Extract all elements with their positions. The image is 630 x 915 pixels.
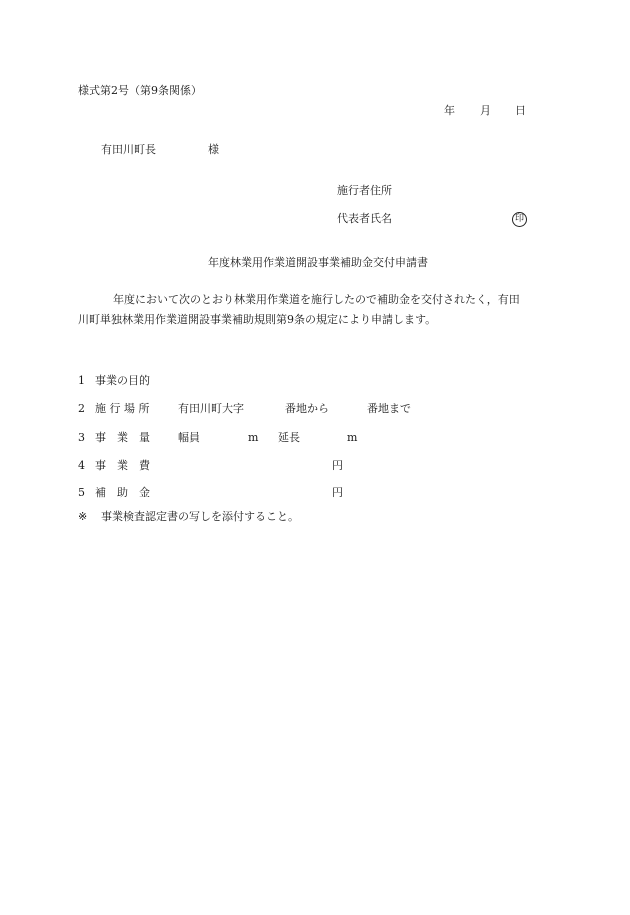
item-4-number: 4	[78, 459, 85, 472]
item-2-from: 番地から	[285, 402, 329, 415]
item-5-number: 5	[78, 486, 85, 499]
item-3-width-label: 幅員	[178, 431, 200, 444]
addressee-honorific: 様	[208, 143, 219, 156]
date-day: 日	[515, 104, 526, 117]
item-1-number: 1	[78, 374, 85, 387]
applicant-name-label: 代表者氏名	[337, 212, 392, 225]
item-2-place: 有田川町大字	[178, 402, 244, 415]
body-line-1: 年度において次のとおり林業用作業道を施行したので補助金を交付されたく，有田	[113, 293, 520, 306]
date-month: 月	[480, 104, 491, 117]
addressee-name: 有田川町長	[101, 143, 156, 156]
item-3-label: 事 業 量	[95, 431, 150, 444]
item-3-length-label: 延長	[278, 431, 300, 444]
document-title: 年度林業用作業道開設事業補助金交付申請書	[208, 256, 428, 269]
applicant-address-label: 施行者住所	[337, 184, 392, 197]
item-4-unit: 円	[332, 459, 343, 472]
item-3-number: 3	[78, 431, 85, 444]
seal-mark: 印	[512, 212, 527, 227]
item-2-to: 番地まで	[367, 402, 411, 415]
item-5-unit: 円	[332, 486, 343, 499]
note-text: 事業検査認定書の写しを添付すること。	[101, 510, 299, 523]
item-3-unit-1: m	[248, 431, 259, 444]
item-4-label: 事 業 費	[95, 459, 150, 472]
item-2-number: 2	[78, 402, 85, 415]
note-mark: ※	[78, 510, 88, 523]
item-1-label: 事業の目的	[95, 374, 150, 387]
body-line-2: 川町単独林業用作業道開設事業補助規則第9条の規定により申請します。	[78, 313, 437, 326]
seal-icon	[512, 211, 527, 227]
item-2-label: 施 行 場 所	[95, 402, 150, 415]
item-3-unit-2: m	[347, 431, 358, 444]
date-year: 年	[444, 104, 455, 117]
form-label: 様式第2号（第9条関係）	[78, 84, 202, 97]
item-5-label: 補 助 金	[95, 486, 150, 499]
